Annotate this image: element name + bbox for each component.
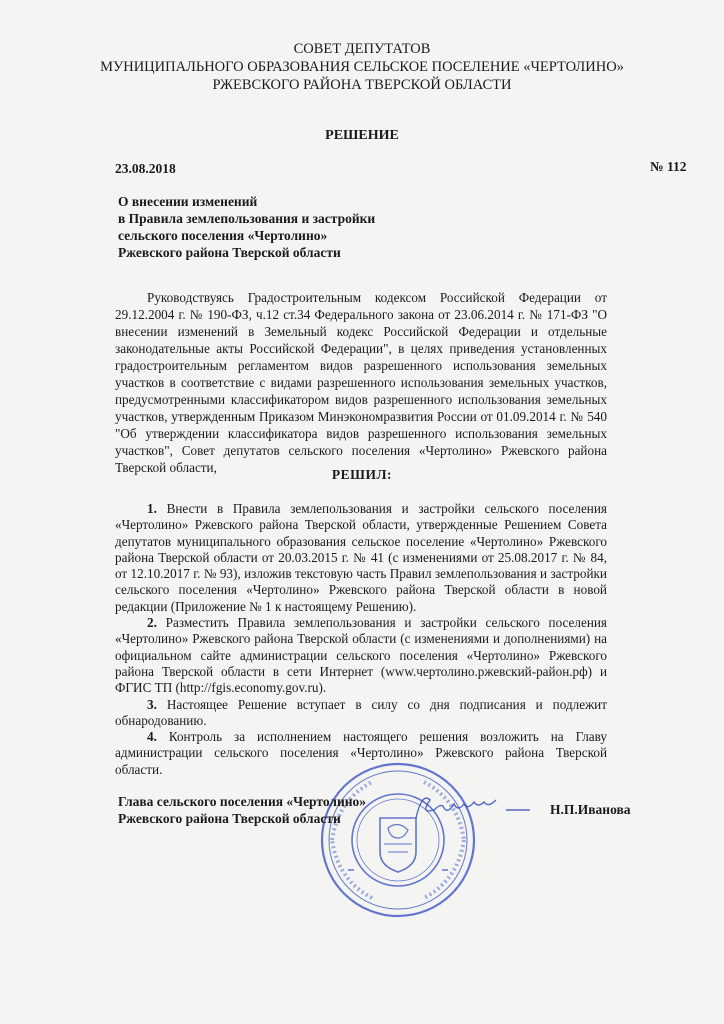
document-date: 23.08.2018	[115, 161, 176, 176]
item-text: Настоящее Решение вступает в силу со дня подписания и подлежит обнародованию.	[115, 696, 607, 728]
decision-item	[115, 501, 607, 615]
issuer-line-1: СОВЕТ ДЕПУТАТОВ	[293, 41, 431, 57]
decision-item	[115, 615, 607, 696]
decision-item	[115, 697, 607, 730]
decided-heading: РЕШИЛ:	[331, 467, 393, 482]
subject-line-2: в Правила землепользования и застройки	[118, 211, 376, 226]
signatory-title-line-1: Глава сельского поселения «Чертолино»	[118, 794, 367, 809]
subject-line-4: Ржевского района Тверской области	[118, 245, 341, 260]
issuer-header	[0, 40, 724, 94]
preamble-text: Руководствуясь Градостроительным кодексом Российской Федерации от 29.12.2004 г. № 190-ФЗ, ч.12 ст.34 Федерального закона от 23.06.2014 г. № 171-ФЗ "О внесении изменений в Земельный кодекс Российской Федерации и отдельные законодательные акты Российской Федерации", в целях приведения установленных градостроительным регламентом видов разрешенного использования земельных участков в соответствие с видами разрешенного использования земельных участков, предусмотренными классификатором видов разрешенного использования земельных участков, утвержденным Приказом Минэкономразвития России от 01.09.2014 г. № 540 "Об утверждении классификатора видов разрешенного использования земельных участков", Совет депутатов сельского поселения «Чертолино» Ржевского района Тверской области,	[115, 290, 607, 475]
item-text: Разместить Правила землепользования и застройки сельского поселения «Чертолино» Ржевского района Тверской области (с изменениями и дополнениями) на официальном сайте администрации сельского поселения «Чертолино» Ржевского района Тверской области в сети Интернет (www.чертолино.ржевский-район.рф) и ФГИС ТП (http://fgis.economy.gov.ru).	[115, 615, 607, 696]
item-text: Контроль за исполнением настоящего решения возложить на Главу администрации сельского поселения «Чертолино» Ржевского района Тверской области.	[115, 729, 607, 777]
signatory-title-line-2: Ржевского района Тверской области	[118, 811, 341, 826]
item-number: 3.	[147, 696, 157, 712]
item-text: Внести в Правила землепользования и застройки сельского поселения «Чертолино» Ржевского района Тверской области, утвержденные Решением Совета депутатов муниципального образования сельское поселение «Чертолино» Ржевского района Тверской области от 20.03.2015 г. № 41 (с изменениями от 25.08.2017 г. № 84, от 12.10.2017 г. № 93), изложив текстовую часть Правил землепользования и застройки сельского поселения «Чертолино» Ржевского района Тверской области в новой редакции (Приложение № 1 к настоящему Решению).	[115, 501, 607, 614]
subject-line-1: О внесении изменений	[118, 194, 258, 209]
handwritten-signature-icon	[410, 788, 540, 828]
document-number: № 112	[650, 159, 687, 174]
issuer-line-3: РЖЕВСКОГО РАЙОНА ТВЕРСКОЙ ОБЛАСТИ	[212, 77, 512, 93]
subject-line-3: сельского поселения «Чертолино»	[118, 228, 328, 243]
official-stamp-icon	[318, 760, 478, 920]
document-title: РЕШЕНИЕ	[325, 128, 399, 143]
preamble-paragraph	[115, 289, 607, 476]
item-number: 4.	[147, 729, 157, 745]
signatory-name: Н.П.Иванова	[550, 802, 631, 817]
document-subject	[118, 193, 375, 261]
decision-items	[115, 501, 607, 778]
item-number: 1.	[147, 501, 157, 516]
issuer-line-2: МУНИЦИПАЛЬНОГО ОБРАЗОВАНИЯ СЕЛЬСКОЕ ПОСЕЛЕНИЕ «ЧЕРТОЛИНО»	[100, 59, 624, 75]
item-number: 2.	[147, 615, 157, 631]
signatory-title	[118, 793, 366, 827]
